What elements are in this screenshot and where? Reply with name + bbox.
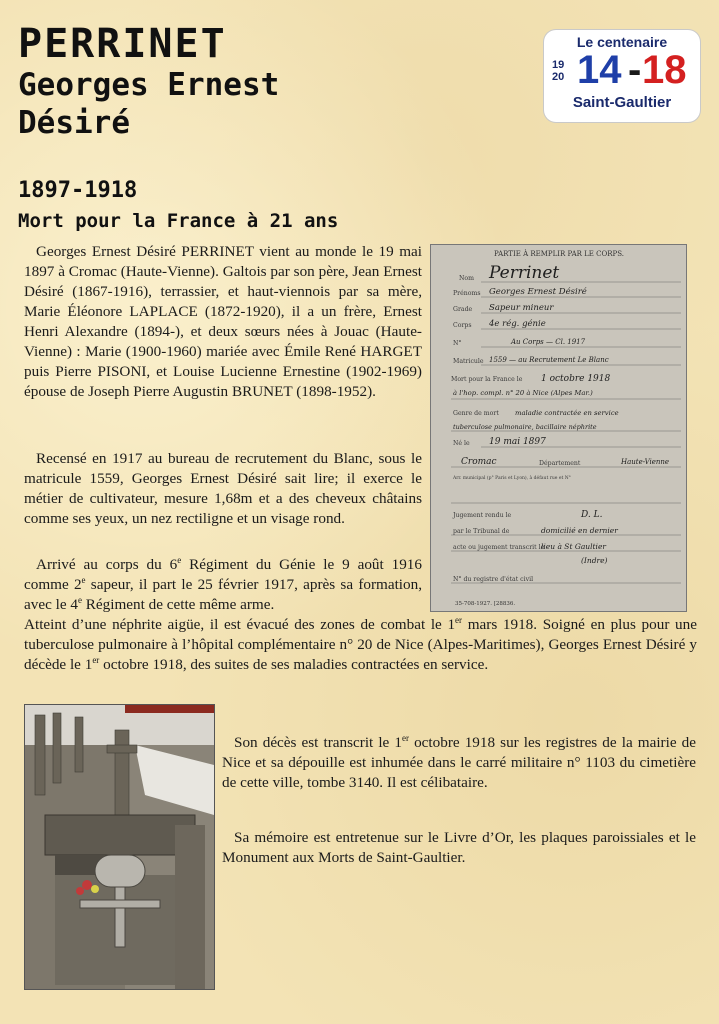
- record-hw: Sapeur mineur: [489, 303, 554, 313]
- record-hw: (Indre): [581, 556, 608, 565]
- record-hw: 1559 — au Recrutement Le Blanc: [489, 356, 609, 364]
- death-record-card: [430, 244, 687, 612]
- record-hw: Haute-Vienne: [621, 458, 670, 466]
- paragraph-military-part2: Atteint d’une néphrite aigüe, il est évacué des zones de combat le 1er mars 1918. Soigné en plus pour une tuberculose pulmonaire à l’hôpital complémentaire n° 20 de Nice (Alpes-Maritimes), Georges Ernest Désiré y décède le 1er octobre 1918, des suites de ses maladies contractées en service.: [24, 614, 697, 673]
- centenaire-logo: [544, 30, 700, 122]
- record-label: Matricule: [453, 358, 484, 365]
- paragraph-military-part1: Arrivé au corps du 6e Régiment du Génie le 9 août 1916 comme 2e sapeur, il part le 25 février 1917, après sa formation, avec le 4e Régiment de cette même arme.: [24, 554, 423, 613]
- logo-century: [552, 59, 564, 83]
- record-hw: domicilié en dernier: [541, 526, 618, 535]
- record-hw: Georges Ernest Désiré: [489, 287, 587, 297]
- logo-top-text: Le centenaire: [576, 34, 668, 50]
- record-label: Grade: [453, 306, 473, 313]
- record-hw: 1 octobre 1918: [541, 374, 611, 384]
- record-label: Arr. municipal (p° Paris et Lyon), à défaut rue et N°: [453, 476, 571, 481]
- title-block: [18, 22, 279, 142]
- paragraph-birth-family: Georges Ernest Désiré PERRINET vient au monde le 19 mai 1897 à Cromac (Haute-Vienne). Galtois par son père, Jean Ernest Désiré (1867-1916), terrassier, et haut-viennois par sa mère, Marie Éléonore LAPLACE (1872-1920), il a un frère, Ernest Henri Alexandre (1894-), et deux sœurs nées à Jouac (Haute-Vienne) : Marie (1900-1960) mariée avec Émile René HARGET puis Pierre PISONI, et Louise Lucienne Ernestine (1902-1969) épouse de Joseph Pierre Augustin BRUNET (1898-1952).: [24, 243, 422, 400]
- record-hw: 19 mai 1897: [489, 437, 546, 447]
- paragraph-memory: Sa mémoire est entretenue sur le Livre d’Or, les plaques paroissiales et le Monument aux Morts de Saint-Gaultier.: [222, 829, 696, 866]
- record-hw: lieu à St Gaultier: [541, 542, 606, 551]
- logo-century-bottom: 20: [552, 71, 565, 83]
- logo-years: [544, 48, 700, 94]
- record-hw: D. L.: [581, 510, 603, 520]
- record-label: N°: [453, 340, 462, 347]
- record-hw: tuberculose pulmonaire, bacillaire néphrite: [453, 423, 597, 431]
- subtitle: Mort pour la France à 21 ans: [18, 210, 339, 232]
- logo-dash: -: [628, 48, 642, 92]
- logo-bottom-text: Saint-Gaultier: [572, 94, 672, 111]
- given-names-line-1: Georges Ernest: [18, 67, 280, 103]
- record-footer: 35-708-1927. [28836.: [455, 601, 516, 607]
- record-hw: Cromac: [461, 457, 497, 467]
- record-label: N° du registre d'état civil: [453, 576, 534, 583]
- record-label: Mort pour la France le: [451, 376, 523, 383]
- record-label: Genre de mort: [453, 410, 499, 417]
- record-label: acte ou jugement transcrit le: [453, 544, 545, 551]
- record-label: Prénoms: [453, 290, 481, 297]
- record-label: par le Tribunal de: [453, 528, 510, 535]
- record-label: Département: [539, 460, 581, 467]
- logo-year-14: 14: [577, 48, 622, 92]
- given-names-line-2: Désiré: [18, 105, 130, 141]
- grave-photo: [24, 704, 215, 990]
- paragraph-burial: Son décès est transcrit le 1er octobre 1918 sur les registres de la mairie de Nice et sa dépouille est inhumée dans le carré militaire n° 1103 du cimetière de cette ville, tombe 3140. Il est célibataire.: [222, 732, 696, 791]
- logo-year-18: 18: [642, 48, 687, 92]
- record-label: Jugement rendu le: [453, 512, 512, 519]
- surname-heading: PERRINET: [18, 21, 227, 67]
- paragraph-recruitment: Recensé en 1917 au bureau de recrutement du Blanc, sous le matricule 1559, Georges Ernest Désiré sait lire; il exerce le métier de cultivateur, mesure 1,68m et a des cheveux châtains comme ses yeux, un nez rectiligne et un visage rond.: [24, 450, 422, 527]
- record-hw: à l'hop. compl. n° 20 à Nice (Alpes Mar.): [453, 389, 593, 397]
- record-header: PARTIE À REMPLIR PAR LE CORPS.: [494, 250, 624, 258]
- record-label: Corps: [453, 322, 472, 329]
- life-years: 1897-1918: [18, 178, 138, 203]
- record-label: Nom: [459, 275, 475, 282]
- record-label: Né le: [453, 440, 470, 447]
- record-hw: maladie contractée en service: [515, 409, 619, 417]
- record-hw: 4e rég. génie: [489, 319, 546, 329]
- record-hw: Perrinet: [489, 263, 560, 283]
- record-hw: Au Corps — Cl. 1917: [511, 338, 586, 346]
- logo-century-top: 19: [552, 59, 565, 71]
